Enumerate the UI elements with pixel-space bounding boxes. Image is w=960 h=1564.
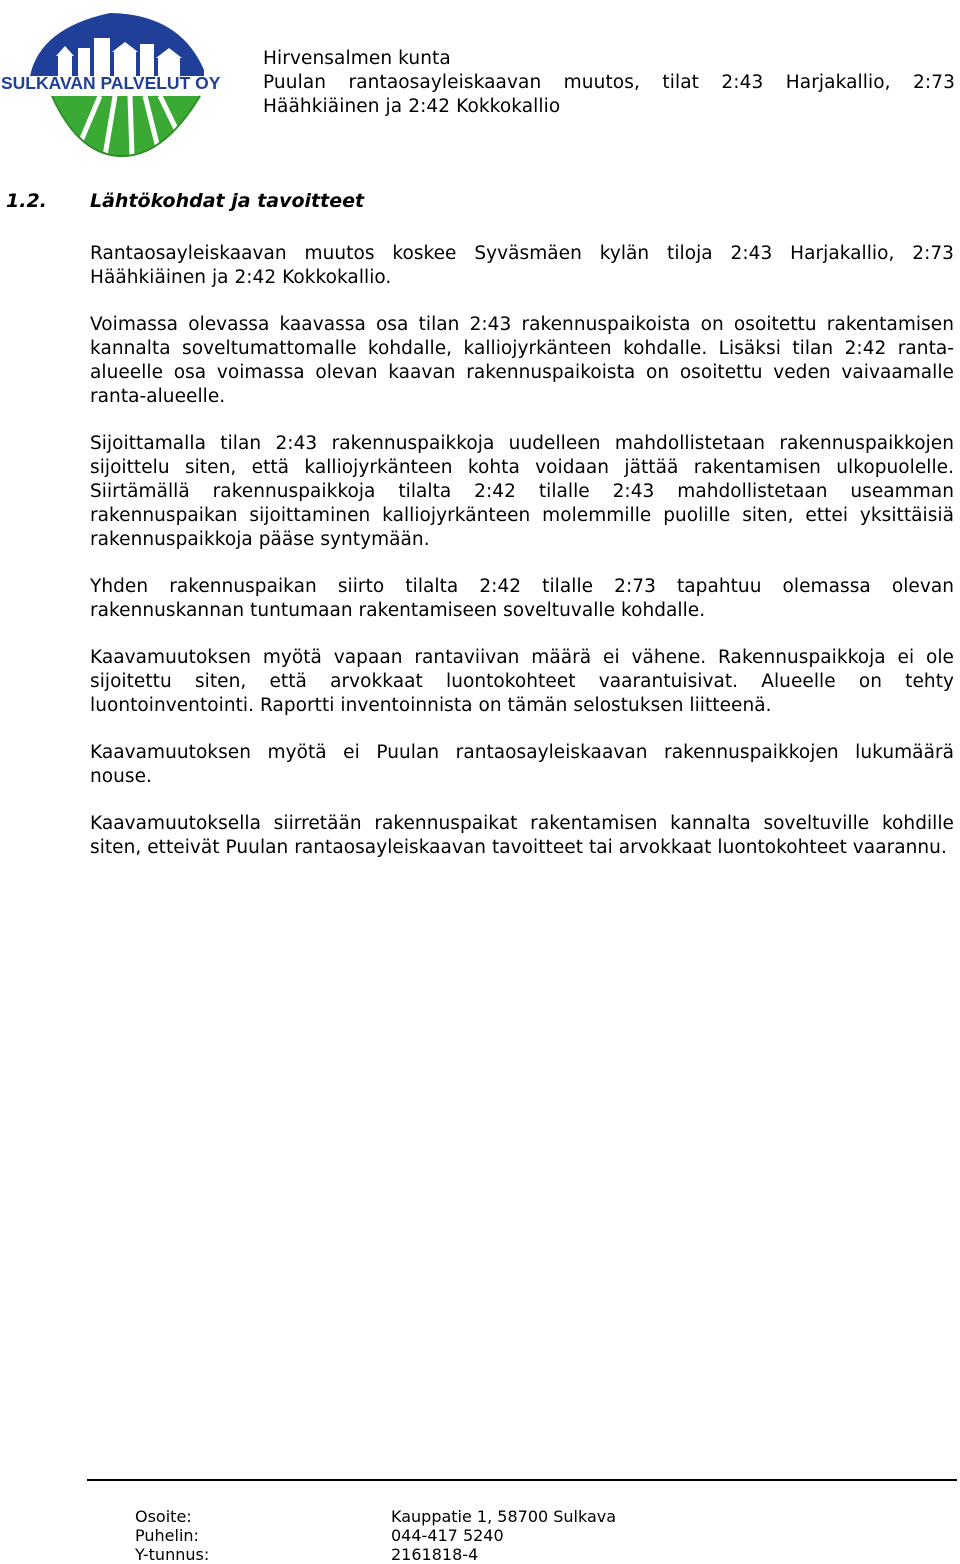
header-municipality: Hirvensalmen kunta [263,48,451,69]
paragraph: Kaavamuutoksella siirretään rakennuspaikat rakentamisen kannalta soveltuville kohdille siten, etteivät Puulan rantaosayleiskaavan tavoitteet tai arvokkaat luontokohteet vaarannu. [90,813,954,858]
paragraph: Kaavamuutoksen myötä ei Puulan rantaosayleiskaavan rakennuspaikkojen lukumäärä nouse. [90,742,954,787]
footer-value: 2161818-4 [391,1545,479,1564]
footer-value: 044-417 5240 [391,1526,504,1545]
footer-row-business-id [135,1545,835,1564]
footer-label: Puhelin: [135,1526,199,1545]
document-header [263,47,955,119]
company-logo [0,8,235,158]
body-text [90,242,954,883]
section-number: 1.2. [6,190,47,212]
paragraph: Kaavamuutoksen myötä vapaan rantaviivan määrä ei vähene. Rakennuspaikkoja ei ole sijoitettu siten, että arvokkaat luontokohteet vaarantuisivat. Alueelle on tehty luontoinventointi. Raportti inventoinnista on tämän selostuksen liitteenä. [90,647,954,716]
section-heading [6,190,364,212]
header-title-line2: Häähkiäinen ja 2:42 Kokkokallio [263,96,561,117]
footer-divider [87,1479,957,1481]
footer-label: Y-tunnus: [135,1545,210,1564]
header-title-line1: Puulan rantaosayleiskaavan muutos, tilat 2:43 Harjakallio, 2:73 [263,72,955,93]
paragraph: Voimassa olevassa kaavassa osa tilan 2:43 rakennuspaikoista on osoitettu rakentamisen kannalta soveltumattomalle kohdalle, kalliojyrkänteen kohdalle. Lisäksi tilan 2:42 ranta-alueelle osa voimassa olevan kaavan rakennuspaikoista on osoitettu veden vaivaamalle ranta-alueelle. [90,314,954,407]
footer-row-address [135,1507,835,1526]
footer-contact [135,1507,835,1564]
footer-value: Kauppatie 1, 58700 Sulkava [391,1507,617,1526]
paragraph: Yhden rakennuspaikan siirto tilalta 2:42 tilalle 2:73 tapahtuu olemassa olevan rakennuskannan tuntumaan rakentamiseen soveltuvalle kohdalle. [90,576,954,621]
paragraph: Rantaosayleiskaavan muutos koskee Syväsmäen kylän tiloja 2:43 Harjakallio, 2:73 Häähkiäinen ja 2:42 Kokkokallio. [90,243,954,288]
footer-row-phone [135,1526,835,1545]
footer-label: Osoite: [135,1507,192,1526]
paragraph: Sijoittamalla tilan 2:43 rakennuspaikkoja uudelleen mahdollistetaan rakennuspaikkojen sijoittelu siten, että kalliojyrkänteen kohta voidaan jättää rakentamisen ulkopuolelle. Siirtämällä rakennuspaikkoja tilalta 2:42 tilalle 2:43 mahdollistetaan useamman rakennuspaikan sijoittaminen kalliojyrkänteen molemmille puolille siten, ettei yksittäisiä rakennuspaikkoja pääse syntymään. [90,433,954,550]
section-title: Lähtökohdat ja tavoitteet [90,190,365,212]
logo-company-name: SULKAVAN PALVELUT OY [1,73,221,93]
